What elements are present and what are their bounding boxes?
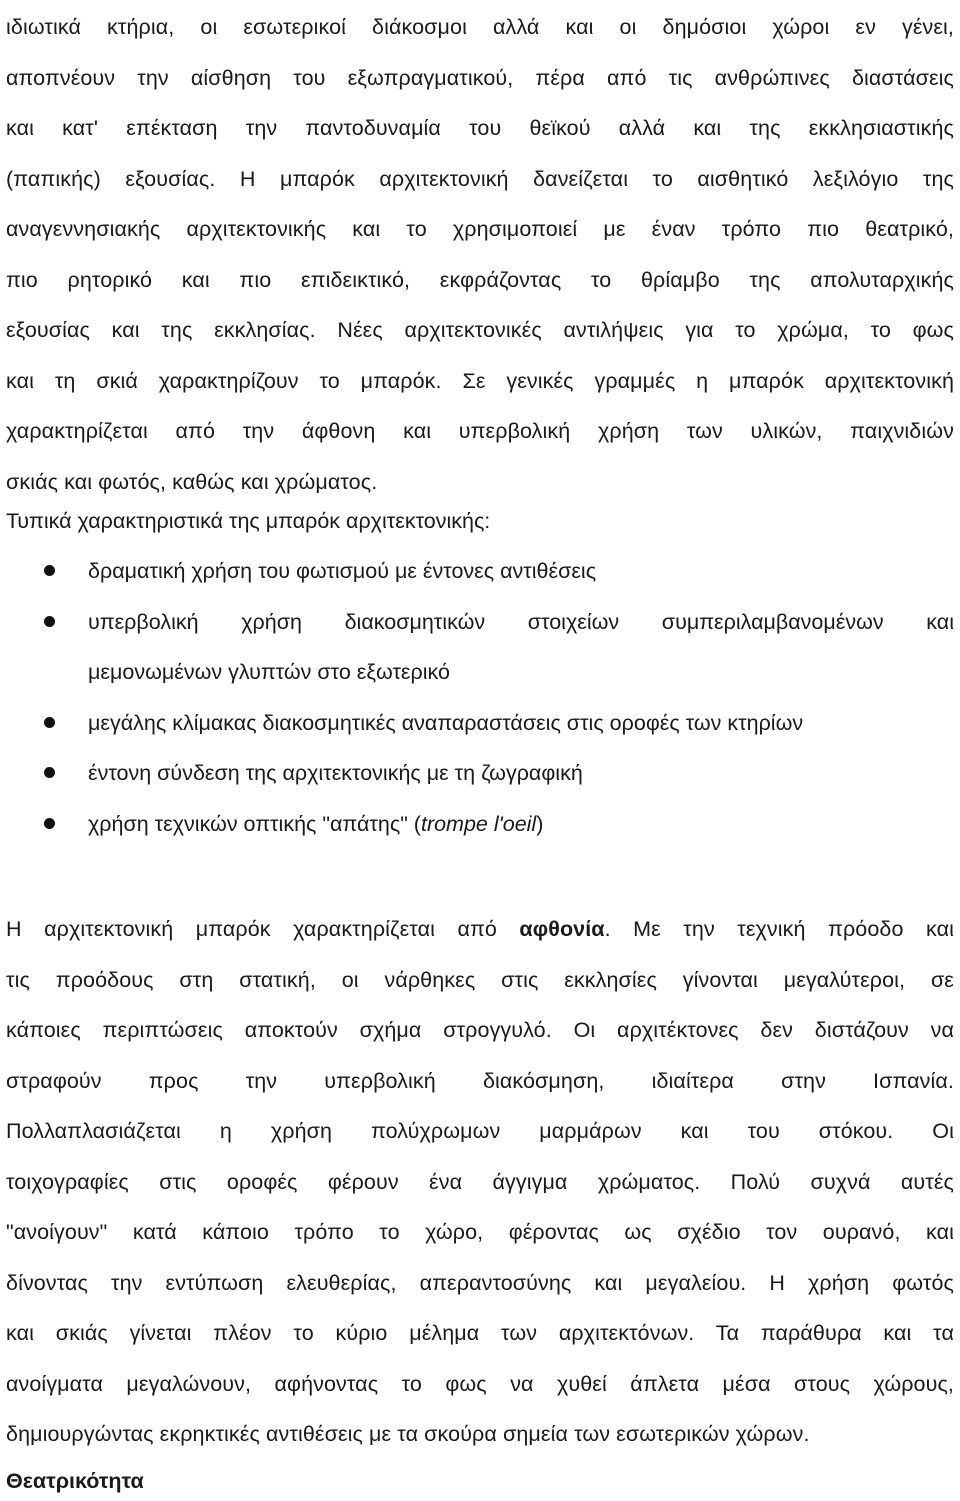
text-line: τοιχογραφίες στις οροφές φέρουν ένα άγγιγμα χρώματος. Πολύ συχνά αυτές bbox=[6, 1169, 954, 1194]
list-item-text-prefix: χρήση τεχνικών οπτικής "απάτης" ( bbox=[88, 811, 421, 836]
paragraph-baroque-intro bbox=[6, 2, 954, 507]
text-line: δημιουργώντας εκρηκτικές αντιθέσεις με τα σκούρα σημεία των εσωτερικών χώρων. bbox=[6, 1422, 810, 1446]
text-line: αποπνέουν την αίσθηση του εξωπραγματικού, πέρα από τις ανθρώπινες διαστάσεις bbox=[6, 65, 954, 90]
paragraph-baroque-abundance bbox=[6, 904, 954, 1460]
text-line: ιδιωτικά κτήρια, οι εσωτερικοί διάκοσμοι αλλά και οι δημόσιοι χώροι εν γένει, bbox=[6, 15, 954, 39]
list-item-text: μεγάλης κλίμακας διακοσμητικές αναπαραστάσεις στις οροφές των κτηρίων bbox=[88, 710, 804, 735]
list-item-text: μεμονωμένων γλυπτών στο εξωτερικό bbox=[88, 660, 450, 684]
text-prefix: Η αρχιτεκτονική μπαρόκ χαρακτηρίζεται από bbox=[6, 917, 520, 941]
list-heading: Τυπικά χαρακτηριστικά της μπαρόκ αρχιτεκτονικής: bbox=[6, 509, 491, 533]
bullet-icon bbox=[44, 565, 55, 576]
section-heading: Θεατρικότητα bbox=[6, 1469, 144, 1493]
list-item-text-suffix: ) bbox=[536, 811, 544, 836]
list-item-text: υπερβολική χρήση διακοσμητικών στοιχείων συμπεριλαμβανομένων και bbox=[88, 609, 954, 634]
bullet-icon bbox=[44, 717, 55, 728]
text-line: και κατ' επέκταση την παντοδυναμία του θεϊκού αλλά και της εκκλησιαστικής bbox=[6, 116, 954, 140]
text-line: δίνοντας την εντύπωση ελευθερίας, απεραντοσύνης και μεγαλείου. Η χρήση φωτός bbox=[6, 1270, 954, 1295]
text-line: εξουσίας και της εκκλησίας. Νέες αρχιτεκτονικές αντιλήψεις για το χρώμα, το φως bbox=[6, 318, 954, 342]
text-line: σκιάς και φωτός, καθώς και χρώματος. bbox=[6, 469, 378, 494]
bullet-icon bbox=[44, 818, 55, 829]
text-line: κάποιες περιπτώσεις αποκτούν σχήμα στρογγυλό. Οι αρχιτέκτονες δεν διστάζουν να bbox=[6, 1018, 954, 1042]
text-suffix: . Με την τεχνική πρόοδο και bbox=[604, 917, 954, 941]
text-line: ανοίγματα μεγαλώνουν, αφήνοντας το φως να χυθεί άπλετα μέσα στους χώρους, bbox=[6, 1371, 954, 1396]
text-line: στραφούν προς την υπερβολική διακόσμηση, ιδιαίτερα στην Ισπανία. bbox=[6, 1068, 954, 1093]
text-line: αναγεννησιακής αρχιτεκτονικής και το χρησιμοποιεί με έναν τρόπο πιο θεατρικό, bbox=[6, 217, 954, 241]
list-item-text bbox=[88, 799, 954, 850]
text-line bbox=[6, 904, 954, 955]
list-item-text-italic: trompe l'oeil bbox=[420, 811, 537, 836]
list-item bbox=[0, 597, 954, 698]
list-item bbox=[0, 799, 954, 850]
bullet-icon bbox=[44, 767, 55, 778]
text-line: πιο ρητορικό και πιο επιδεικτικό, εκφράζοντας το θρίαμβο της απολυταρχικής bbox=[6, 267, 954, 292]
text-line: "ανοίγουν" κατά κάποιο τρόπο το χώρο, φέροντας ως σχέδιο τον ουρανό, και bbox=[6, 1220, 954, 1244]
text-line: και τη σκιά χαρακτηρίζουν το μπαρόκ. Σε γενικές γραμμές η μπαρόκ αρχιτεκτονική bbox=[6, 368, 954, 393]
text-line: τις προόδους στη στατική, οι νάρθηκες στις εκκλησίες γίνονται μεγαλύτεροι, σε bbox=[6, 967, 954, 992]
text-line: Πολλαπλασιάζεται η χρήση πολύχρωμων μαρμάρων και του στόκου. Οι bbox=[6, 1119, 954, 1143]
text-line: (παπικής) εξουσίας. Η μπαρόκ αρχιτεκτονική δανείζεται το αισθητικό λεξιλόγιο της bbox=[6, 166, 954, 191]
list-item bbox=[0, 546, 954, 597]
emphasis-text: αφθονία bbox=[519, 917, 605, 941]
characteristics-list bbox=[0, 546, 960, 849]
list-item bbox=[0, 748, 954, 799]
list-item bbox=[0, 698, 954, 749]
text-line: χαρακτηρίζεται από την άφθονη και υπερβολική χρήση των υλικών, παιχνιδιών bbox=[6, 419, 954, 443]
list-item-text: δραματική χρήση του φωτισμού με έντονες αντιθέσεις bbox=[88, 559, 597, 583]
list-item-text: έντονη σύνδεση της αρχιτεκτονικής με τη ζωγραφική bbox=[88, 761, 583, 785]
text-line: και σκιάς γίνεται πλέον το κύριο μέλημα των αρχιτεκτόνων. Τα παράθυρα και τα bbox=[6, 1321, 954, 1345]
bullet-icon bbox=[44, 616, 55, 627]
